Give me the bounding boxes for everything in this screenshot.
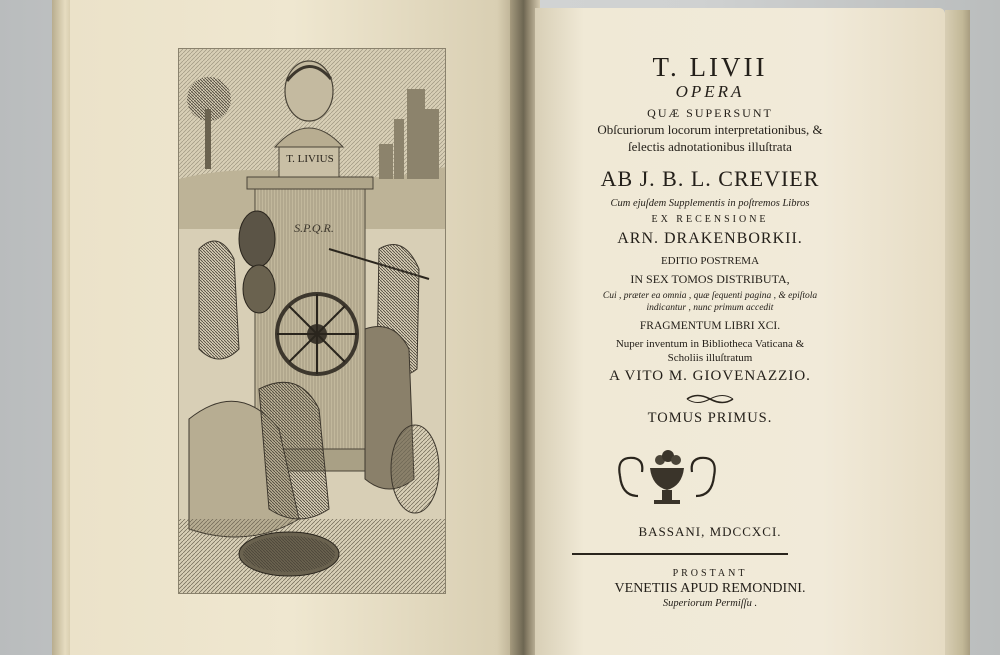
prostant-line: PROSTANT: [672, 568, 748, 579]
cui-line-2: indicantur , nunc primum accedit: [646, 303, 774, 313]
editio-line: EDITIO POSTREMA: [660, 255, 760, 267]
in-sex-line: IN SEX TOMOS DISTRIBUTA,: [630, 272, 790, 286]
title-page: [520, 0, 900, 655]
fragmentum-line: FRAGMENTUM LIBRI XCI.: [639, 320, 781, 332]
cum-ejusdem-line: Cum ejuſdem Supplementis in poſtremos Libros: [610, 198, 810, 209]
quae-supersunt-line: QUÆ SUPERSUNT: [647, 106, 773, 120]
opera-line: OPERA: [675, 82, 745, 101]
bust-inscription: T. LIVIUS: [286, 153, 334, 165]
ex-recensione-line: EX RECENSIONE: [651, 214, 769, 225]
engraving-art: [179, 49, 445, 593]
book-right-edge: [945, 10, 970, 655]
crevier-line: AB J. B. L. CREVIER: [600, 166, 820, 191]
vase-vignette-icon: [612, 446, 722, 508]
giovenazzio-line: A VITO M. GIOVENAZZIO.: [609, 368, 811, 384]
cui-line-1: Cui , præter ea omnia , quæ ſequenti pagina , & epiſtola: [602, 291, 818, 301]
superiorum-line: Superiorum Permiſſu .: [662, 598, 758, 609]
imprint-rule: [572, 553, 788, 555]
column-inscription: S.P.Q.R.: [294, 221, 334, 235]
author-heading: T. LIVII: [652, 52, 768, 82]
nuper-line-1: Nuper inventum in Bibliotheca Vaticana &: [615, 338, 805, 350]
venetiis-line: VENETIIS APUD REMONDINI.: [614, 581, 806, 596]
tomus-primus-line: TOMUS PRIMUS.: [647, 410, 773, 426]
drakenborkii-line: ARN. DRAKENBORKII.: [617, 230, 803, 247]
frontispiece-engraving: [178, 48, 446, 594]
obscuriorum-line-2: ſelectis adnotationibus illuſtrata: [628, 139, 792, 154]
small-ornament-icon: [685, 392, 735, 406]
nuper-line-2: Scholiis illuſtratum: [667, 352, 753, 364]
obscuriorum-line-1: Obſcuriorum locorum interpretationibus, &: [597, 122, 823, 137]
imprint-bassani: BASSANI, MDCCXCI.: [638, 524, 782, 539]
